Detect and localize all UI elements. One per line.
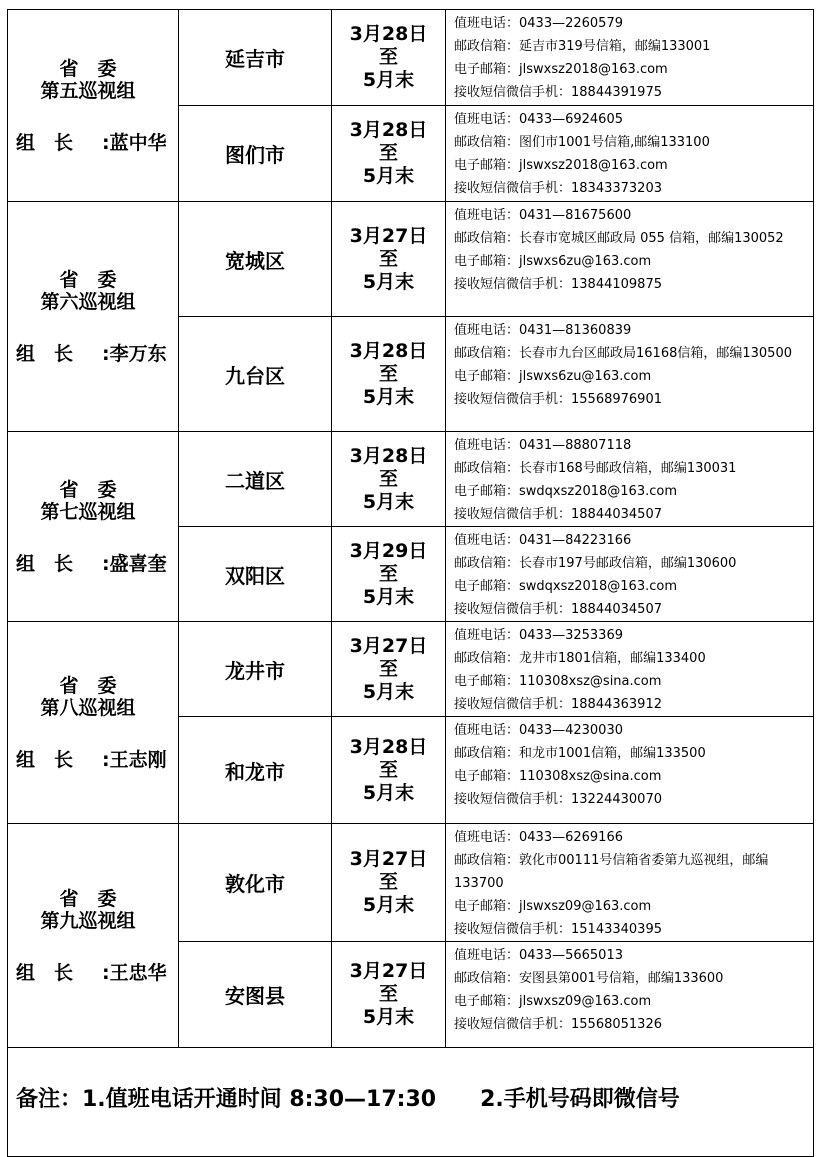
area-name: 和龙市: [179, 717, 332, 824]
sms-line: 接收短信微信手机：18844034507: [454, 602, 662, 617]
group-title-line1: 省 委: [59, 674, 117, 697]
group-title-line1: 省 委: [59, 268, 117, 291]
leader-name: :李万东: [102, 342, 167, 365]
email-line: 电子邮箱：jlswxsz2018@163.com: [454, 62, 668, 77]
table-row: [8, 824, 814, 942]
inspection-contact-page: [7, 9, 813, 1153]
area-name: 双阳区: [179, 527, 332, 622]
date-range: 3月27日 至 5月末: [332, 622, 446, 717]
area-name: 安图县: [179, 942, 332, 1048]
table-row: [8, 622, 814, 717]
email-line: 电子邮箱：110308xsz@sina.com: [454, 769, 662, 784]
email-line: 电子邮箱：jlswxs6zu@163.com: [454, 369, 652, 384]
note-part2: 2.手机号码即微信号: [480, 1086, 680, 1112]
email-line: 电子邮箱：swdqxsz2018@163.com: [454, 579, 677, 594]
sms-line: 接收短信微信手机：18844391975: [454, 85, 662, 100]
leader-label: 组 长: [16, 342, 74, 365]
phone-line: 值班电话：0431—88807118: [454, 438, 632, 453]
contact-info: [446, 824, 814, 942]
leader-label: 组 长: [16, 552, 74, 575]
sms-line: 接收短信微信手机：15568976901: [454, 392, 662, 407]
phone-line: 值班电话：0433—6924605: [454, 112, 623, 127]
email-line: 电子邮箱：110308xsz@sina.com: [454, 674, 662, 689]
mail-line: 邮政信箱：长春市197号邮政信箱，邮编130600: [454, 556, 737, 571]
area-name: 二道区: [179, 432, 332, 527]
contact-info: [446, 10, 814, 106]
table-row: [8, 202, 814, 317]
leader-name: :王志刚: [102, 748, 167, 771]
group-title-line1: 省 委: [59, 478, 117, 501]
email-line: 电子邮箱：swdqxsz2018@163.com: [454, 484, 677, 499]
contact-info: [446, 942, 814, 1048]
table-row: [8, 10, 814, 106]
email-line: 电子邮箱：jlswxsz09@163.com: [454, 994, 652, 1009]
mail-line: 邮政信箱：长春市宽城区邮政局 055 信箱，邮编130052: [454, 231, 784, 246]
date-range: 3月27日 至 5月末: [332, 824, 446, 942]
note-row: [8, 1048, 814, 1157]
sms-line: 接收短信微信手机：18343373203: [454, 181, 662, 196]
mail-line: 邮政信箱：和龙市1001信箱，邮编133500: [454, 746, 706, 761]
mail-line: 邮政信箱：图们市1001号信箱,邮编133100: [454, 135, 710, 150]
area-name: 九台区: [179, 317, 332, 432]
area-name: 宽城区: [179, 202, 332, 317]
email-line: 电子邮箱：jlswxsz09@163.com: [454, 899, 652, 914]
leader-name: :盛喜奎: [102, 552, 167, 575]
mail-line: 邮政信箱：敦化市00111号信箱省委第九巡视组，邮编133700: [454, 853, 769, 891]
contact-info: [446, 432, 814, 527]
email-line: 电子邮箱：jlswxsz2018@163.com: [454, 158, 668, 173]
date-range: 3月28日 至 5月末: [332, 10, 446, 106]
sms-line: 接收短信微信手机：13844109875: [454, 277, 662, 292]
sms-line: 接收短信微信手机：15143340395: [454, 922, 662, 937]
sms-line: 接收短信微信手机：18844034507: [454, 507, 662, 522]
sms-line: 接收短信微信手机：13224430070: [454, 792, 662, 807]
phone-line: 值班电话：0433—4230030: [454, 723, 623, 738]
group-title-line2: 第七巡视组: [40, 500, 136, 523]
leader-label: 组 长: [16, 748, 74, 771]
phone-line: 值班电话：0431—81360839: [454, 323, 632, 338]
mail-line: 邮政信箱：安图县第001号信箱，邮编133600: [454, 971, 724, 986]
phone-line: 值班电话：0433—6269166: [454, 830, 623, 845]
area-name: 延吉市: [179, 10, 332, 106]
contact-info: [446, 717, 814, 824]
group-title-line2: 第六巡视组: [40, 290, 136, 313]
group-title-line1: 省 委: [59, 887, 117, 910]
mail-line: 邮政信箱：龙井市1801信箱，邮编133400: [454, 651, 706, 666]
group-cell: [8, 10, 179, 202]
date-range: 3月27日 至 5月末: [332, 202, 446, 317]
date-range: 3月28日 至 5月末: [332, 317, 446, 432]
email-line: 电子邮箱：jlswxs6zu@163.com: [454, 254, 652, 269]
group-cell: [8, 432, 179, 622]
date-range: 3月28日 至 5月末: [332, 432, 446, 527]
table-row: [8, 432, 814, 527]
contact-info: [446, 527, 814, 622]
leader-name: :蓝中华: [102, 131, 167, 154]
phone-line: 值班电话：0433—3253369: [454, 628, 623, 643]
group-cell: [8, 622, 179, 824]
group-cell: [8, 202, 179, 432]
date-range: 3月28日 至 5月末: [332, 106, 446, 202]
group-title-line2: 第八巡视组: [40, 696, 136, 719]
leader-name: :王忠华: [102, 961, 167, 984]
sms-line: 接收短信微信手机：18844363912: [454, 697, 662, 712]
area-name: 敦化市: [179, 824, 332, 942]
note-part1: 备注：1.值班电话开通时间 8:30—17:30: [16, 1086, 437, 1112]
phone-line: 值班电话：0433—5665013: [454, 948, 623, 963]
note: [8, 1082, 813, 1123]
leader-label: 组 长: [16, 961, 74, 984]
mail-line: 邮政信箱：长春市168号邮政信箱，邮编130031: [454, 461, 737, 476]
contact-info: [446, 317, 814, 432]
phone-line: 值班电话：0431—81675600: [454, 208, 632, 223]
phone-line: 值班电话：0431—84223166: [454, 533, 632, 548]
mail-line: 邮政信箱：延吉市319号信箱，邮编133001: [454, 39, 711, 54]
group-title-line1: 省 委: [59, 57, 117, 80]
note-cell: [8, 1048, 814, 1157]
sms-line: 接收短信微信手机：15568051326: [454, 1017, 662, 1032]
date-range: 3月28日 至 5月末: [332, 717, 446, 824]
leader-label: 组 长: [16, 131, 74, 154]
contact-info: [446, 622, 814, 717]
group-title-line2: 第五巡视组: [40, 79, 136, 102]
date-range: 3月27日 至 5月末: [332, 942, 446, 1048]
area-name: 龙井市: [179, 622, 332, 717]
date-range: 3月29日 至 5月末: [332, 527, 446, 622]
group-cell: [8, 824, 179, 1048]
contact-info: [446, 202, 814, 317]
phone-line: 值班电话：0433—2260579: [454, 16, 623, 31]
area-name: 图们市: [179, 106, 332, 202]
inspection-contact-table: [7, 9, 814, 1157]
contact-info: [446, 106, 814, 202]
group-title-line2: 第九巡视组: [40, 909, 136, 932]
mail-line: 邮政信箱：长春市九台区邮政局16168信箱，邮编130500: [454, 346, 792, 361]
